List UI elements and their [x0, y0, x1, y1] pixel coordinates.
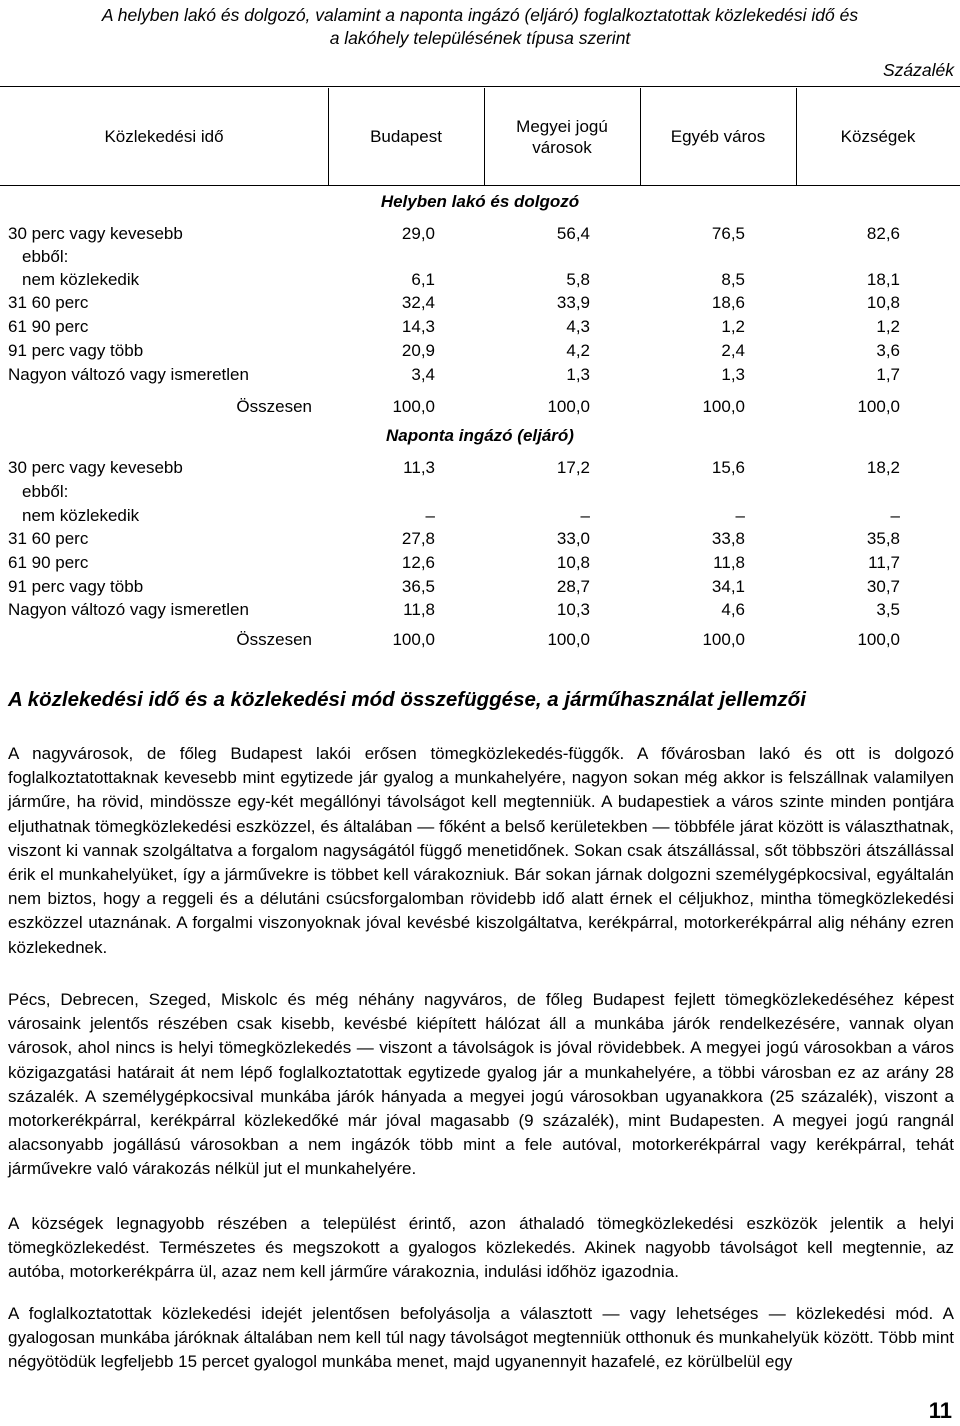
cell-budapest: 29,0	[401, 224, 435, 243]
row-label: Összesen	[236, 630, 312, 649]
cell-budapest: 12,6	[401, 553, 435, 572]
cell-megyei: 33,0	[556, 529, 590, 548]
table-row	[0, 551, 960, 574]
cell-egyeb: 11,8	[713, 553, 745, 572]
table-row	[0, 527, 960, 550]
row-label: ebből:	[22, 482, 69, 501]
cell-kozsegek: 100,0	[857, 397, 900, 416]
cell-egyeb: 2,4	[721, 341, 745, 360]
cell-kozsegek: 3,6	[876, 341, 900, 360]
column-header-egyeb: Egyéb város	[670, 127, 766, 146]
table-row	[0, 480, 960, 503]
header-bottom-rule	[0, 185, 960, 186]
row-label: 91 perc vagy több	[8, 341, 144, 360]
cell-kozsegek: 10,8	[866, 293, 900, 312]
cell-egyeb: 18,6	[711, 293, 745, 312]
cell-egyeb: 100,0	[702, 397, 745, 416]
cell-megyei: 10,8	[556, 553, 590, 572]
cell-megyei: 1,3	[566, 365, 590, 384]
table-row	[0, 575, 960, 598]
cell-budapest: 32,4	[401, 293, 435, 312]
cell-megyei: 100,0	[547, 630, 590, 649]
table-row	[0, 245, 960, 268]
cell-kozsegek: 18,1	[866, 270, 900, 289]
cell-kozsegek: 35,8	[866, 529, 900, 548]
row-label: Összesen	[236, 397, 312, 416]
cell-budapest: 36,5	[401, 577, 435, 596]
cell-budapest: –	[425, 506, 435, 525]
cell-budapest: 11,8	[403, 600, 435, 619]
cell-megyei: 100,0	[547, 397, 590, 416]
cell-budapest: 3,4	[411, 365, 435, 384]
cell-megyei: 4,3	[566, 317, 590, 336]
cell-egyeb: 100,0	[702, 630, 745, 649]
column-header-budapest: Budapest	[370, 127, 442, 146]
table-row	[0, 598, 960, 621]
table-row	[0, 339, 960, 362]
column-header-label: Közlekedési idő	[104, 127, 224, 146]
table-row	[0, 291, 960, 314]
body-paragraph: Pécs, Debrecen, Szeged, Miskolc és még néhány nagyváros, de főleg Budapest fejlett tömegközlekedéséhez képest városaink jelentős részében csak kisebb, kevésbé kiépített hálózat áll a munkába járók rendelkezésére, vannak olyan városok, ahol nincs is helyi tömegközlekedés — viszont a távolságok is jóval rövidebbek. A megyei jogú városokban a város közigazgatási határait át nem lépő foglalkoztatottak egytizede gyalog jár a munkahelyére, a többi városban ez az arány 28 százalék. A személygépkocsival munkába járók hányada a megyei jogú városokban ugyanakkora (25 százalék), viszont a motorkerékpárral, kerékpárral közlekedőké már jóval magasabb (9 százalék), mint Budapesten. A megyei jogú rangnál alacsonyabb jogállású városokban a nem ingázók több mint a fele autóval, motorkerékpárral vagy kerékpárral, tehát járművekre való várakozás nélkül jut el munkahelyére.	[8, 990, 954, 1179]
cell-budapest: 14,3	[401, 317, 435, 336]
table-row	[0, 268, 960, 291]
cell-kozsegek: 1,2	[876, 317, 900, 336]
cell-kozsegek: 1,7	[876, 365, 900, 384]
cell-egyeb: 4,6	[721, 600, 745, 619]
total-row	[0, 628, 960, 651]
cell-egyeb: 33,8	[711, 529, 745, 548]
column-header-megyei-line1: Megyei jogú	[516, 116, 608, 136]
cell-kozsegek: 82,6	[866, 224, 900, 243]
table-row	[0, 456, 960, 479]
cell-megyei: 56,4	[556, 224, 590, 243]
table-top-rule	[0, 86, 960, 87]
cell-egyeb: 1,2	[721, 317, 745, 336]
section-title-helyben: Helyben lakó és dolgozó	[380, 192, 580, 211]
table-row	[0, 222, 960, 245]
cell-megyei: 4,2	[566, 341, 590, 360]
cell-megyei: 10,3	[556, 600, 590, 619]
row-label: 91 perc vagy több	[8, 577, 144, 596]
cell-kozsegek: 30,7	[866, 577, 900, 596]
section-heading: A közlekedési idő és a közlekedési mód összefüggése, a járműhasználat jellemzői	[8, 688, 806, 711]
row-label: 61 90 perc	[8, 317, 89, 336]
cell-budapest: 100,0	[392, 397, 435, 416]
row-label: 30 perc vagy kevesebb	[8, 458, 183, 477]
total-row	[0, 395, 960, 418]
cell-megyei: 33,9	[556, 293, 590, 312]
table-title	[0, 4, 960, 50]
cell-kozsegek: –	[890, 506, 900, 525]
cell-egyeb: 8,5	[721, 270, 745, 289]
cell-egyeb: 76,5	[711, 224, 745, 243]
cell-budapest: 11,3	[403, 458, 435, 477]
cell-kozsegek: 3,5	[876, 600, 900, 619]
column-header-megyei	[484, 88, 640, 185]
table-row	[0, 504, 960, 527]
column-header-megyei-line2: városok	[532, 137, 592, 157]
page-number: 11	[928, 1398, 952, 1423]
row-label: nem közlekedik	[22, 506, 140, 525]
cell-budapest: 6,1	[411, 270, 435, 289]
table-title-line1: A helyben lakó és dolgozó, valamint a naponta ingázó (eljáró) foglalkoztatottak közlekedési idő és	[101, 5, 859, 25]
table-row	[0, 363, 960, 386]
cell-megyei: –	[580, 506, 590, 525]
column-header-kozsegek: Községek	[840, 127, 916, 146]
table-row	[0, 315, 960, 338]
cell-egyeb: 1,3	[721, 365, 745, 384]
cell-egyeb: –	[735, 506, 745, 525]
body-paragraph: A nagyvárosok, de főleg Budapest lakói erősen tömegközlekedés-függők. A fővárosban lakó és ott is dolgozó foglalkoztatottaknak kevesebb mint egytizede jár gyalog a munkahelyére, nagyon sokan még akkor is felszállnak valamilyen járműre, ha rövid, mindössze egy-két megállónyi távolságot kell megtenniük. A budapestiek a város szinte minden pontjára eljuthatnak tömegközlekedési eszközzel, és általában — főként a belső kerületekben — többféle járat között is választhatnak, viszont ki vannak szolgáltatva a forgalom nagyságától függő menetidőnek. Sokan csak átszállással, sőt többszöri átszállással érik el munkahelyüket, így a járművekre is többet kell várakozniuk. Bár sokan járnak dolgozni személygépkocsival, egyáltalán nem biztos, hogy a reggeli és a délutáni csúcsforgalomban rövidebb idő alatt érnek el céljukhoz, mintha tömegközlekedési eszközzel utaznának. A forgalmi viszonyoknak jóval kevésbé kiszolgáltatva, kerékpárral, motorkerékpárral alig néhány ezren közlekednek.	[8, 744, 954, 957]
cell-megyei: 17,2	[556, 458, 590, 477]
cell-egyeb: 15,6	[711, 458, 745, 477]
row-label: nem közlekedik	[22, 270, 140, 289]
body-paragraph: A községek legnagyobb részében a települést érintő, azon áthaladó tömegközlekedési eszközök jelentik a helyi tömegközlekedést. Természetes és megszokott a gyalogos közlekedés. Akinek nagyobb távolságot kell megtennie, az autóba, motorkerékpárra ül, azaz nem kell járműre várakoznia, indulási időhöz igazodnia.	[8, 1214, 954, 1282]
row-label: 31 60 perc	[8, 293, 89, 312]
unit-label: Százalék	[882, 60, 954, 80]
cell-kozsegek: 11,7	[868, 553, 900, 572]
section-title-naponta: Naponta ingázó (eljáró)	[386, 426, 574, 445]
row-label: ebből:	[22, 247, 69, 266]
row-label: 30 perc vagy kevesebb	[8, 224, 183, 243]
row-label: Nagyon változó vagy ismeretlen	[8, 600, 249, 619]
cell-kozsegek: 100,0	[857, 630, 900, 649]
cell-budapest: 27,8	[401, 529, 435, 548]
row-label: Nagyon változó vagy ismeretlen	[8, 365, 249, 384]
row-label: 61 90 perc	[8, 553, 89, 572]
table-title-line2: a lakóhely településének típusa szerint	[329, 28, 631, 48]
cell-budapest: 20,9	[401, 341, 435, 360]
row-label: 31 60 perc	[8, 529, 89, 548]
body-paragraph: A foglalkoztatottak közlekedési idejét jelentősen befolyásolja a választott — vagy lehetséges — közlekedési mód. A gyalogosan munkába járóknak általában nem kell túl nagy távolságot megtenniük otthonuk és munkahelyük között. Több mint négyötödük legfeljebb 15 percet gyalogol munkába menet, majd ugyanennyit hazafelé, ez körülbelül egy	[8, 1304, 954, 1372]
cell-budapest: 100,0	[392, 630, 435, 649]
cell-kozsegek: 18,2	[866, 458, 900, 477]
cell-megyei: 5,8	[566, 270, 590, 289]
cell-megyei: 28,7	[556, 577, 590, 596]
cell-egyeb: 34,1	[711, 577, 745, 596]
